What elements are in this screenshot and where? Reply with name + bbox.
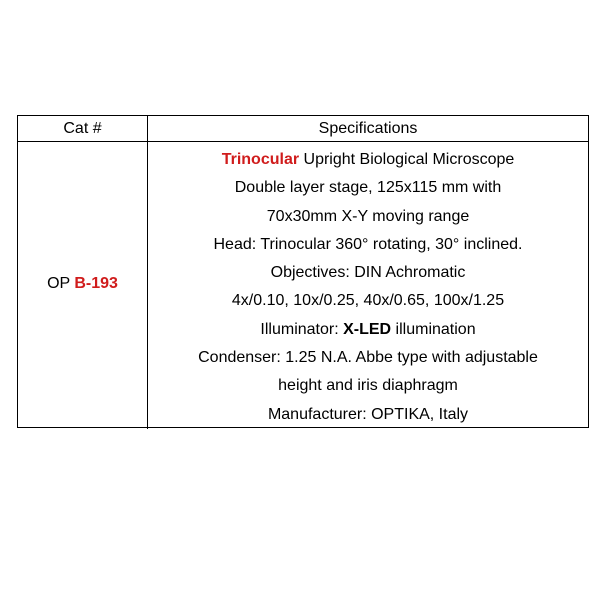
spec-line-magnifications: 4x/0.10, 10x/0.25, 40x/0.65, 100x/1.25 [231,292,505,310]
catalog-model: B-193 [74,275,118,293]
header-cat-label: Cat # [63,119,102,137]
spec-line-stage: Double layer stage, 125x115 mm with [234,179,502,197]
spec-line-title [222,146,515,174]
illuminator-prefix: Illuminator: [260,320,344,338]
header-specs [148,116,588,142]
spec-line-head: Head: Trinocular 360° rotating, 30° inclined. [213,235,523,253]
header-specs-label: Specifications [318,119,418,137]
spec-title-rest: Upright Biological Microscope [299,151,515,168]
illuminator-suffix: illumination [391,320,476,338]
header-cat [18,116,148,142]
spec-line-condenser: Condenser: 1.25 N.A. Abbe type with adjustable [198,349,538,367]
spec-highlight-trinocular: Trinocular [221,151,300,168]
catalog-prefix: OP [47,275,75,293]
illuminator-model: X-LED [343,320,392,338]
catalog-cell [18,142,148,429]
spec-line-manufacturer: Manufacturer: OPTIKA, Italy [267,405,469,423]
spec-table [17,115,589,428]
spec-line-range: 70x30mm X-Y moving range [266,207,470,225]
specifications-cell [148,142,588,429]
spec-line-condenser-detail: height and iris diaphragm [278,377,458,395]
spec-line-illuminator [260,316,475,344]
spec-line-objectives: Objectives: DIN Achromatic [270,264,466,282]
